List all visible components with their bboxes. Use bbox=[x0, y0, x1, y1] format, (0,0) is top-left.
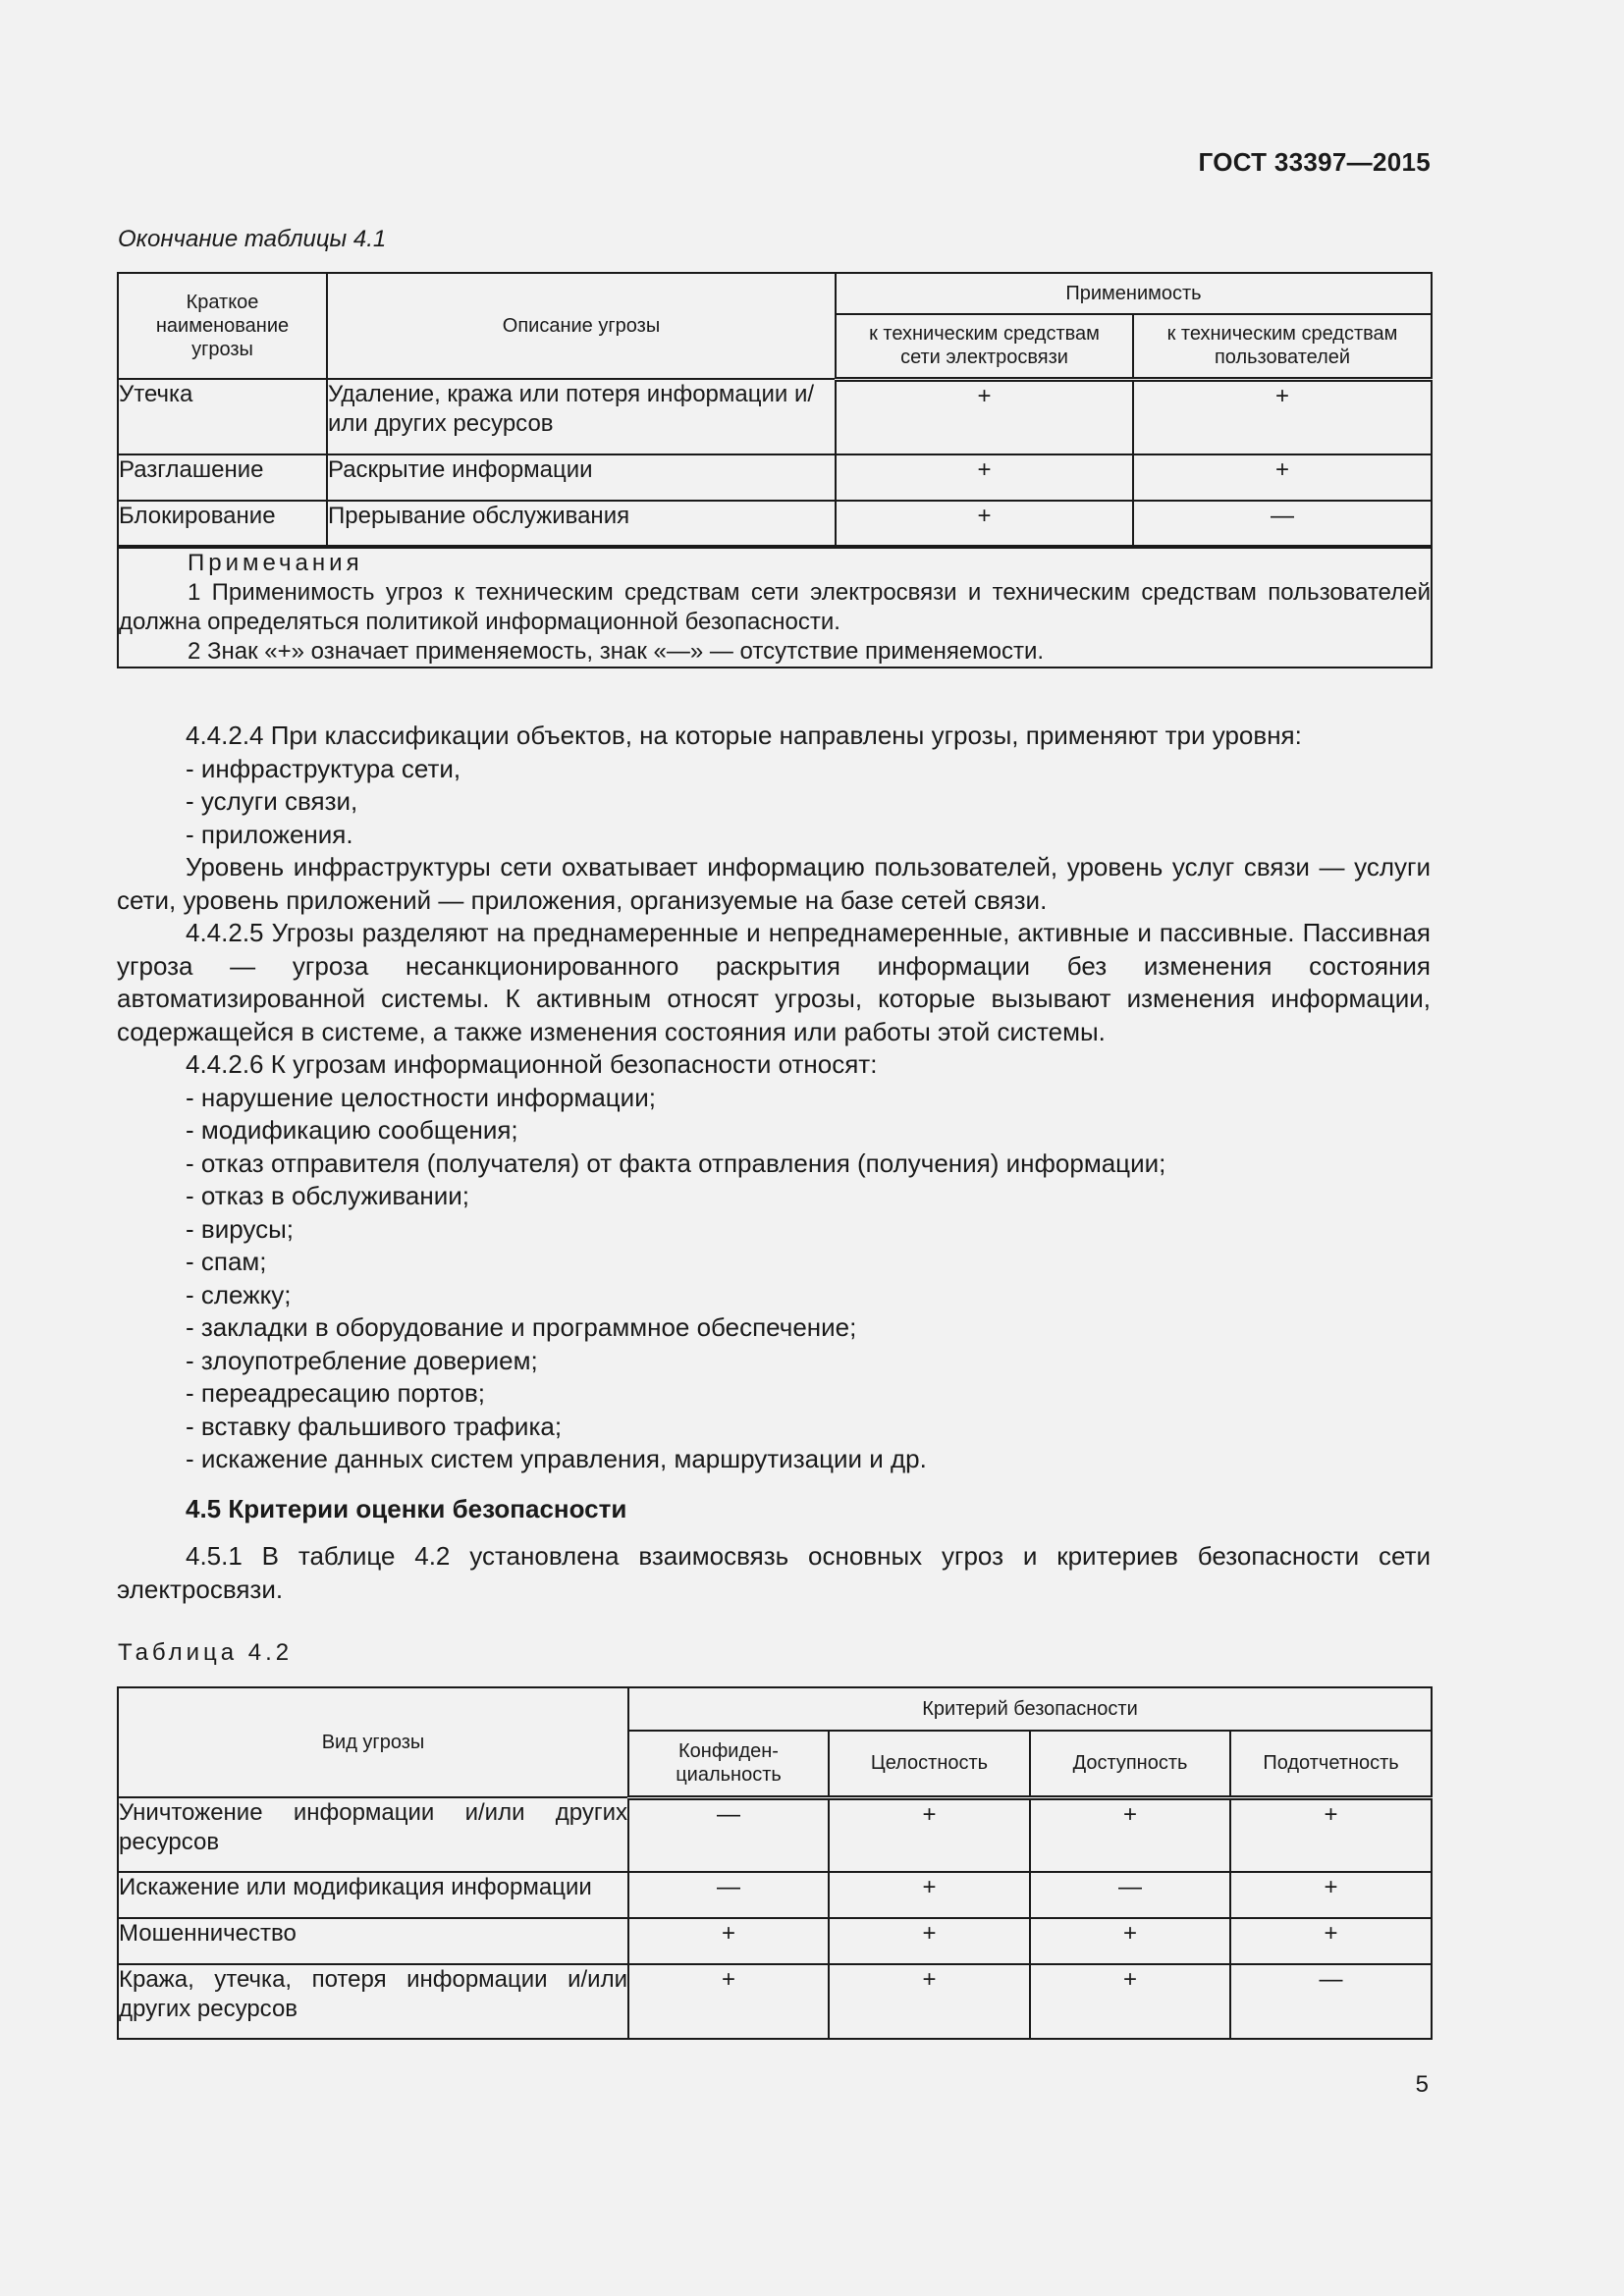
header-threat-type: Вид угрозы bbox=[118, 1687, 628, 1797]
note-2: 2 Знак «+» означает применяемость, знак «—» — отсутствие применяемости. bbox=[188, 638, 1045, 665]
header-applicability: Применимость bbox=[836, 273, 1432, 314]
cell-network: + bbox=[836, 501, 1133, 547]
cell-name: Утечка bbox=[118, 379, 327, 454]
list-item: - модификацию сообщения; bbox=[186, 1115, 518, 1145]
cell-desc: Удаление, кража или потеря информации и/или других ресурсов bbox=[327, 379, 836, 454]
cell-network: + bbox=[836, 379, 1133, 454]
cell-integrity: + bbox=[829, 1964, 1030, 2039]
table-4-1-caption: Окончание таблицы 4.1 bbox=[118, 226, 387, 252]
cell-integrity: + bbox=[829, 1918, 1030, 1964]
cell-network: + bbox=[836, 454, 1133, 501]
cell-availability: + bbox=[1030, 1918, 1230, 1964]
table-4-2-caption: Таблица 4.2 bbox=[118, 1639, 294, 1666]
section-4-5-text bbox=[117, 1540, 1431, 1606]
table-notes bbox=[118, 547, 1432, 667]
table-row bbox=[118, 1872, 1432, 1918]
header-network-means: к техническим средствам сети электросвязи bbox=[836, 314, 1133, 379]
cell-user: — bbox=[1133, 501, 1432, 547]
page-number: 5 bbox=[1415, 2071, 1429, 2098]
list-item: - отказ в обслуживании; bbox=[186, 1181, 470, 1210]
header-integrity: Целостность bbox=[829, 1731, 1030, 1797]
list-item: - искажение данных систем управления, маршрутизации и др. bbox=[186, 1444, 927, 1473]
cell-availability: + bbox=[1030, 1964, 1230, 2039]
table-row bbox=[118, 379, 1432, 454]
paragraph-4-4-2-5: 4.4.2.5 Угрозы разделяют на преднамеренные и непреднамеренные, активные и пассивные. Пассивная угроза — угроза несанкционированного раскрытия информации без изменения состояния автоматизированной системы. К активным относят угрозы, которые вызывают изменения информации, содержащейся в системе, а также изменения состояния или работы этой системы. bbox=[117, 918, 1431, 1046]
cell-user: + bbox=[1133, 454, 1432, 501]
cell-confidentiality: + bbox=[628, 1918, 829, 1964]
list-item: - инфраструктура сети, bbox=[186, 753, 461, 783]
paragraph-4-4-2-4: 4.4.2.4 При классификации объектов, на которые направлены угрозы, применяют три уровня: bbox=[186, 721, 1302, 750]
header-threat-description: Описание угрозы bbox=[327, 273, 836, 379]
header-confidentiality: Конфиден-циальность bbox=[628, 1731, 829, 1797]
table-row bbox=[118, 454, 1432, 501]
cell-threat: Искажение или модификация информации bbox=[118, 1872, 628, 1918]
cell-accountability: + bbox=[1230, 1918, 1432, 1964]
list-item: - слежку; bbox=[186, 1279, 292, 1309]
table-row bbox=[118, 1964, 1432, 2039]
list-item: - нарушение целостности информации; bbox=[186, 1082, 656, 1112]
table-4-2 bbox=[117, 1686, 1433, 2040]
paragraph-4-5-1: 4.5.1 В таблице 4.2 установлена взаимосвязь основных угроз и критериев безопасности сети электросвязи. bbox=[117, 1541, 1431, 1604]
cell-availability: — bbox=[1030, 1872, 1230, 1918]
paragraph-levels-description: Уровень инфраструктуры сети охватывает информацию пользователей, уровень услуг связи — услуги сети, уровень приложений — приложения, организуемые на базе сетей связи. bbox=[117, 852, 1431, 915]
cell-accountability: + bbox=[1230, 1797, 1432, 1872]
cell-confidentiality: — bbox=[628, 1797, 829, 1872]
list-item: - спам; bbox=[186, 1247, 267, 1276]
list-item: - услуги связи, bbox=[186, 786, 358, 816]
cell-accountability: + bbox=[1230, 1872, 1432, 1918]
header-availability: Доступность bbox=[1030, 1731, 1230, 1797]
table-row bbox=[118, 1918, 1432, 1964]
cell-desc: Раскрытие информации bbox=[327, 454, 836, 501]
header-threat-name: Краткое наименование угрозы bbox=[118, 273, 327, 379]
cell-name: Блокирование bbox=[118, 501, 327, 547]
list-item: - приложения. bbox=[186, 819, 353, 849]
list-item: - закладки в оборудование и программное обеспечение; bbox=[186, 1312, 857, 1342]
cell-threat: Мошенничество bbox=[118, 1918, 628, 1964]
list-item: - отказ отправителя (получателя) от факта отправления (получения) информации; bbox=[186, 1148, 1166, 1178]
threat-classification-text bbox=[117, 720, 1431, 1476]
cell-integrity: + bbox=[829, 1872, 1030, 1918]
cell-confidentiality: + bbox=[628, 1964, 829, 2039]
table-row bbox=[118, 501, 1432, 547]
cell-threat: Кража, утечка, потеря информации и/или других ресурсов bbox=[118, 1964, 628, 2039]
header-security-criterion: Критерий безопасности bbox=[628, 1687, 1432, 1731]
list-item: - вирусы; bbox=[186, 1213, 295, 1244]
header-accountability: Подотчетность bbox=[1230, 1731, 1432, 1797]
notes-title: Примечания bbox=[188, 550, 363, 576]
cell-accountability: — bbox=[1230, 1964, 1432, 2039]
cell-name: Разглашение bbox=[118, 454, 327, 501]
list-item: - вставку фальшивого трафика; bbox=[186, 1411, 563, 1441]
cell-integrity: + bbox=[829, 1797, 1030, 1872]
cell-desc: Прерывание обслуживания bbox=[327, 501, 836, 547]
list-item: - злоупотребление доверием; bbox=[186, 1345, 538, 1375]
cell-threat: Уничтожение информации и/или других ресурсов bbox=[118, 1797, 628, 1872]
cell-user: + bbox=[1133, 379, 1432, 454]
section-4-5-title: 4.5 Критерии оценки безопасности bbox=[186, 1494, 627, 1523]
list-item: - переадресацию портов; bbox=[186, 1378, 486, 1408]
cell-availability: + bbox=[1030, 1797, 1230, 1872]
table-row bbox=[118, 1797, 1432, 1872]
document-code: ГОСТ 33397—2015 bbox=[1198, 147, 1431, 177]
note-1: 1 Применимость угроз к техническим средствам сети электросвязи и техническим средствам пользователей должна определяться политикой информационной безопасности. bbox=[119, 579, 1431, 635]
paragraph-4-4-2-6: 4.4.2.6 К угрозам информационной безопасности относят: bbox=[186, 1049, 878, 1079]
header-user-means: к техническим средствам пользователей bbox=[1133, 314, 1432, 379]
table-4-1 bbox=[117, 272, 1433, 668]
cell-confidentiality: — bbox=[628, 1872, 829, 1918]
